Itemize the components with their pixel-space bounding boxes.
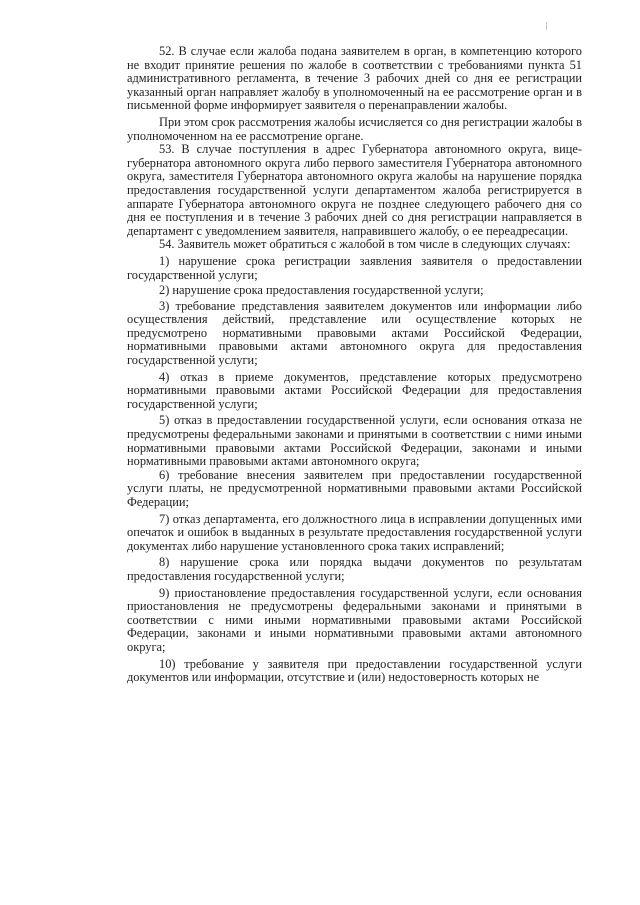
paragraph-54: 54. Заявитель может обратиться с жалобой в том числе в следующих случаях: [159, 237, 571, 252]
list-item-9: 9) приостановление предоставления государственной услуги, если основания приостановления не предусмотрены федеральными законами и принятыми в соответствии с ними иными нормативными правовыми актами Российской Федерации, законами и иными нормативными правовыми актами автономного округа; [127, 585, 582, 654]
list-item-1: 1) нарушение срока регистрации заявления заявителя о предоставлении государственной услуги; [127, 253, 582, 282]
list-item-4: 4) отказ в приеме документов, представление которых предусмотрено нормативными правовыми актами Российской Федерации для предоставления государственной услуги; [127, 369, 582, 411]
list-item-8: 8) нарушение срока или порядка выдачи документов по результатам предоставления государственной услуги; [127, 555, 582, 583]
list-item-6: 6) требование внесения заявителем при предоставлении государственной услуги платы, не предусмотренной нормативными правовыми актами Российской Федерации; [127, 467, 582, 509]
list-item-2: 2) нарушение срока предоставления государственной услуги; [159, 283, 484, 298]
scan-mark [546, 22, 547, 30]
paragraph-53: 53. В случае поступления в адрес Губернатора автономного округа, вице-губернатора автономного округа либо первого заместителя Губернатора автономного округа, заместителя Губернатора автономного округа жалобы на нарушение порядка предоставления государственной услуги департаментом жалоба регистрируется в аппарате Губернатора автономного округа не позднее следующего рабочего дня со дня ее поступления и в течение 3 рабочих дней со дня регистрации направляется в департамент с уведомлением заявителя, направившего жалобу, о ее переадресации. [127, 142, 582, 238]
list-item-10: 10) требование у заявителя при предоставлении государственной услуги документов или информации, отсутствие и (или) недостоверность которых не [127, 656, 582, 685]
paragraph-52-note: При этом срок рассмотрения жалобы исчисляется со дня регистрации жалобы в уполномоченном на ее рассмотрение органе. [127, 114, 582, 143]
list-item-7: 7) отказ департамента, его должностного лица в исправлении допущенных ими опечаток и ошибок в выданных в результате предоставления государственной услуги документах либо нарушение установленного срока таких исправлений; [127, 511, 582, 553]
list-item-3: 3) требование представления заявителем документов или информации либо осуществления действий, представление или осуществление которых не предусмотрено нормативными правовыми актами Российской Федерации, нормативными правовыми актами автономного округа для предоставления государственной услуги; [127, 298, 582, 368]
paragraph-52: 52. В случае если жалоба подана заявителем в орган, в компетенцию которого не входит принятие решения по жалобе в соответствии с требованиями пункта 51 административного регламента, в течение 3 рабочих дней со дня ее регистрации указанный орган направляет жалобу в уполномоченный на ее рассмотрение орган и в письменной форме информирует заявителя о перенаправлении жалобы. [127, 44, 582, 113]
list-item-5: 5) отказ в предоставлении государственной услуги, если основания отказа не предусмотрены федеральными законами и принятыми в соответствии с ними иными нормативными правовыми актами Российской Федерации, законами и иными нормативными правовыми актами автономного округа; [127, 413, 582, 469]
